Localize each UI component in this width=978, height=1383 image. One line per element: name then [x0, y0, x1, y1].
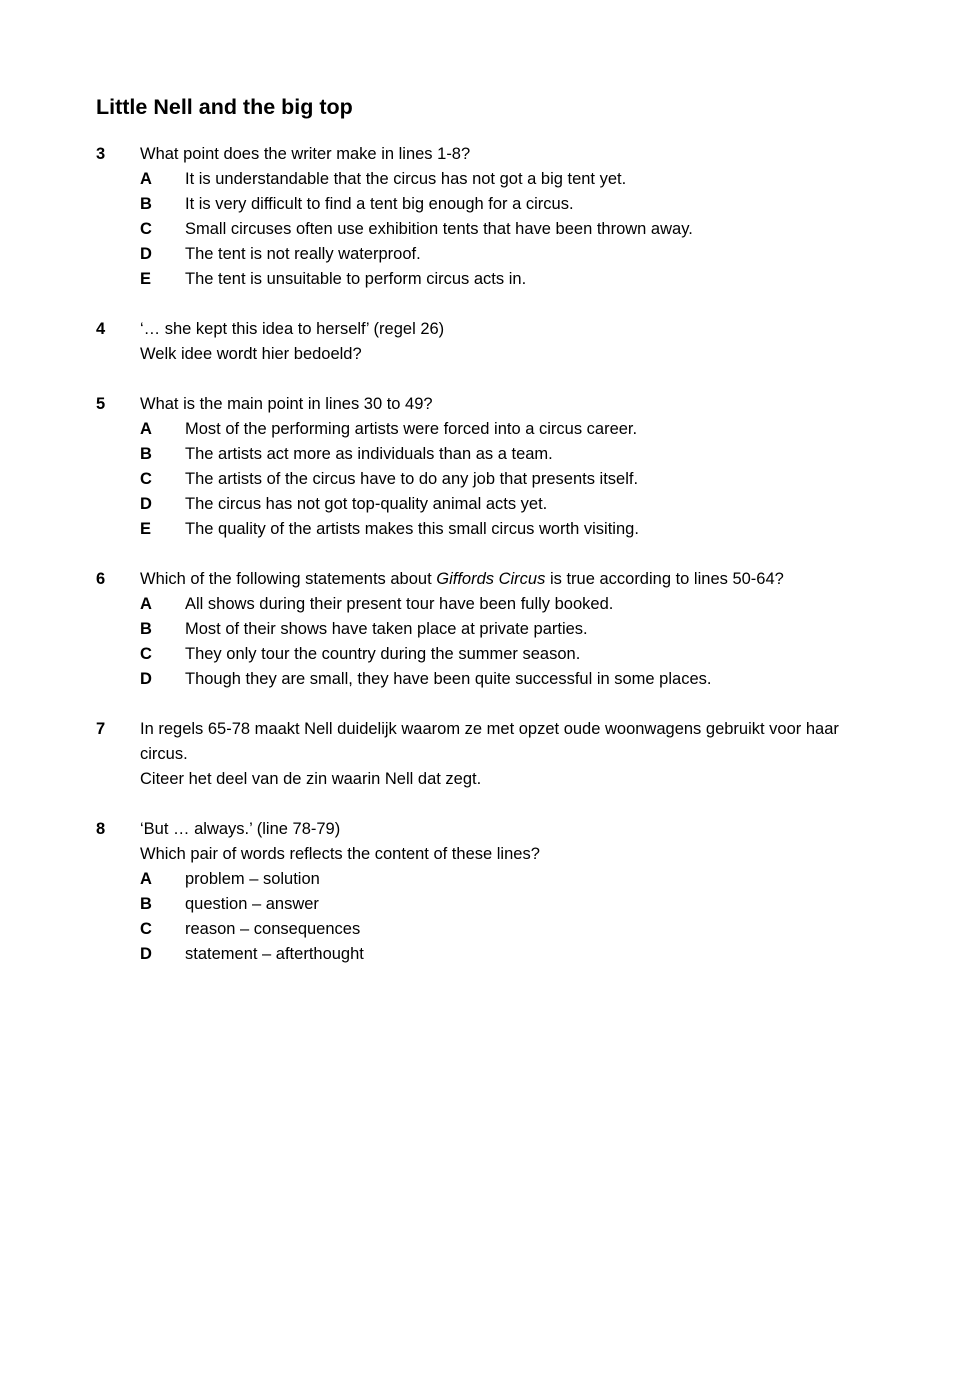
option-letter: D: [140, 245, 152, 263]
question-number: 4: [96, 320, 106, 338]
option-text: The tent is not really waterproof.: [185, 245, 421, 263]
question-number: 8: [96, 820, 106, 838]
question-text: What is the main point in lines 30 to 49?: [140, 395, 433, 413]
option-text: It is understandable that the circus has not got a big tent yet.: [185, 170, 627, 188]
question-quote: ‘… she kept this idea to herself’ (regel 26): [140, 320, 445, 338]
question-text: Which pair of words reflects the content of these lines?: [140, 845, 540, 863]
option-letter: B: [140, 620, 152, 638]
question-text: What point does the writer make in lines 1-8?: [140, 145, 471, 163]
option-c[interactable]: [140, 217, 856, 242]
question-3: [96, 142, 856, 292]
option-text: The quality of the artists makes this small circus worth visiting.: [185, 520, 639, 538]
option-letter: C: [140, 645, 152, 663]
question-number: 7: [96, 720, 106, 738]
question-number: 3: [96, 145, 106, 163]
option-d[interactable]: [140, 667, 856, 692]
option-letter: E: [140, 520, 152, 538]
option-text: The circus has not got top-quality animal acts yet.: [185, 495, 548, 513]
page-title: Little Nell and the big top: [96, 95, 353, 119]
option-text: It is very difficult to find a tent big enough for a circus.: [185, 195, 574, 213]
answer-options: [140, 592, 856, 692]
option-letter: C: [140, 920, 152, 938]
option-text: problem – solution: [185, 870, 320, 888]
option-c[interactable]: [140, 642, 856, 667]
option-text: All shows during their present tour have been fully booked.: [185, 595, 614, 613]
option-text: reason – consequences: [185, 920, 361, 938]
question-4: [96, 317, 856, 367]
option-letter: C: [140, 470, 152, 488]
option-d[interactable]: [140, 242, 856, 267]
question-number: 5: [96, 395, 106, 413]
option-b[interactable]: [140, 617, 856, 642]
answer-options: [140, 417, 856, 542]
option-text: The tent is unsuitable to perform circus acts in.: [185, 270, 527, 288]
option-e[interactable]: [140, 517, 856, 542]
option-text: question – answer: [185, 895, 319, 913]
question-text-start: Which of the following statements about: [140, 570, 437, 588]
circus-name: Giffords Circus: [436, 570, 546, 588]
question-quote: ‘But … always.’ (line 78-79): [140, 820, 341, 838]
question-7: [96, 717, 856, 792]
option-letter: D: [140, 945, 152, 963]
option-text: Most of their shows have taken place at private parties.: [185, 620, 588, 638]
option-e[interactable]: [140, 267, 856, 292]
option-a[interactable]: [140, 417, 856, 442]
option-letter: E: [140, 270, 152, 288]
question-6: [96, 567, 856, 692]
option-letter: D: [140, 495, 152, 513]
option-b[interactable]: [140, 442, 856, 467]
option-c[interactable]: [140, 917, 856, 942]
option-letter: A: [140, 595, 152, 613]
question-8: [96, 817, 856, 967]
option-letter: B: [140, 895, 152, 913]
answer-options: [140, 867, 856, 967]
question-number: 6: [96, 570, 106, 588]
question-text: Welk idee wordt hier bedoeld?: [140, 345, 362, 363]
option-text: statement – afterthought: [185, 945, 364, 963]
option-letter: B: [140, 445, 152, 463]
option-letter: A: [140, 870, 152, 888]
option-text: Most of the performing artists were forced into a circus career.: [185, 420, 638, 438]
option-letter: A: [140, 420, 152, 438]
option-text: The artists act more as individuals than as a team.: [185, 445, 553, 463]
option-a[interactable]: [140, 167, 856, 192]
option-a[interactable]: [140, 592, 856, 617]
exam-page: [96, 92, 856, 992]
option-text: Though they are small, they have been quite successful in some places.: [185, 670, 712, 688]
option-text: Small circuses often use exhibition tents that have been thrown away.: [185, 220, 693, 238]
option-text: The artists of the circus have to do any job that presents itself.: [185, 470, 639, 488]
question-text: In regels 65-78 maakt Nell duidelijk waarom ze met opzet oude woonwagens gebruikt voor haar circus.: [140, 720, 839, 763]
option-letter: C: [140, 220, 152, 238]
option-b[interactable]: [140, 892, 856, 917]
option-a[interactable]: [140, 867, 856, 892]
option-letter: D: [140, 670, 152, 688]
option-d[interactable]: [140, 942, 856, 967]
question-5: [96, 392, 856, 542]
question-instruction: Citeer het deel van de zin waarin Nell dat zegt.: [140, 770, 482, 788]
option-c[interactable]: [140, 467, 856, 492]
option-d[interactable]: [140, 492, 856, 517]
option-text: They only tour the country during the summer season.: [185, 645, 581, 663]
question-text-end: is true according to lines 50-64?: [545, 570, 784, 588]
answer-options: [140, 167, 856, 292]
option-letter: A: [140, 170, 152, 188]
option-letter: B: [140, 195, 152, 213]
option-b[interactable]: [140, 192, 856, 217]
question-text: [140, 567, 790, 592]
